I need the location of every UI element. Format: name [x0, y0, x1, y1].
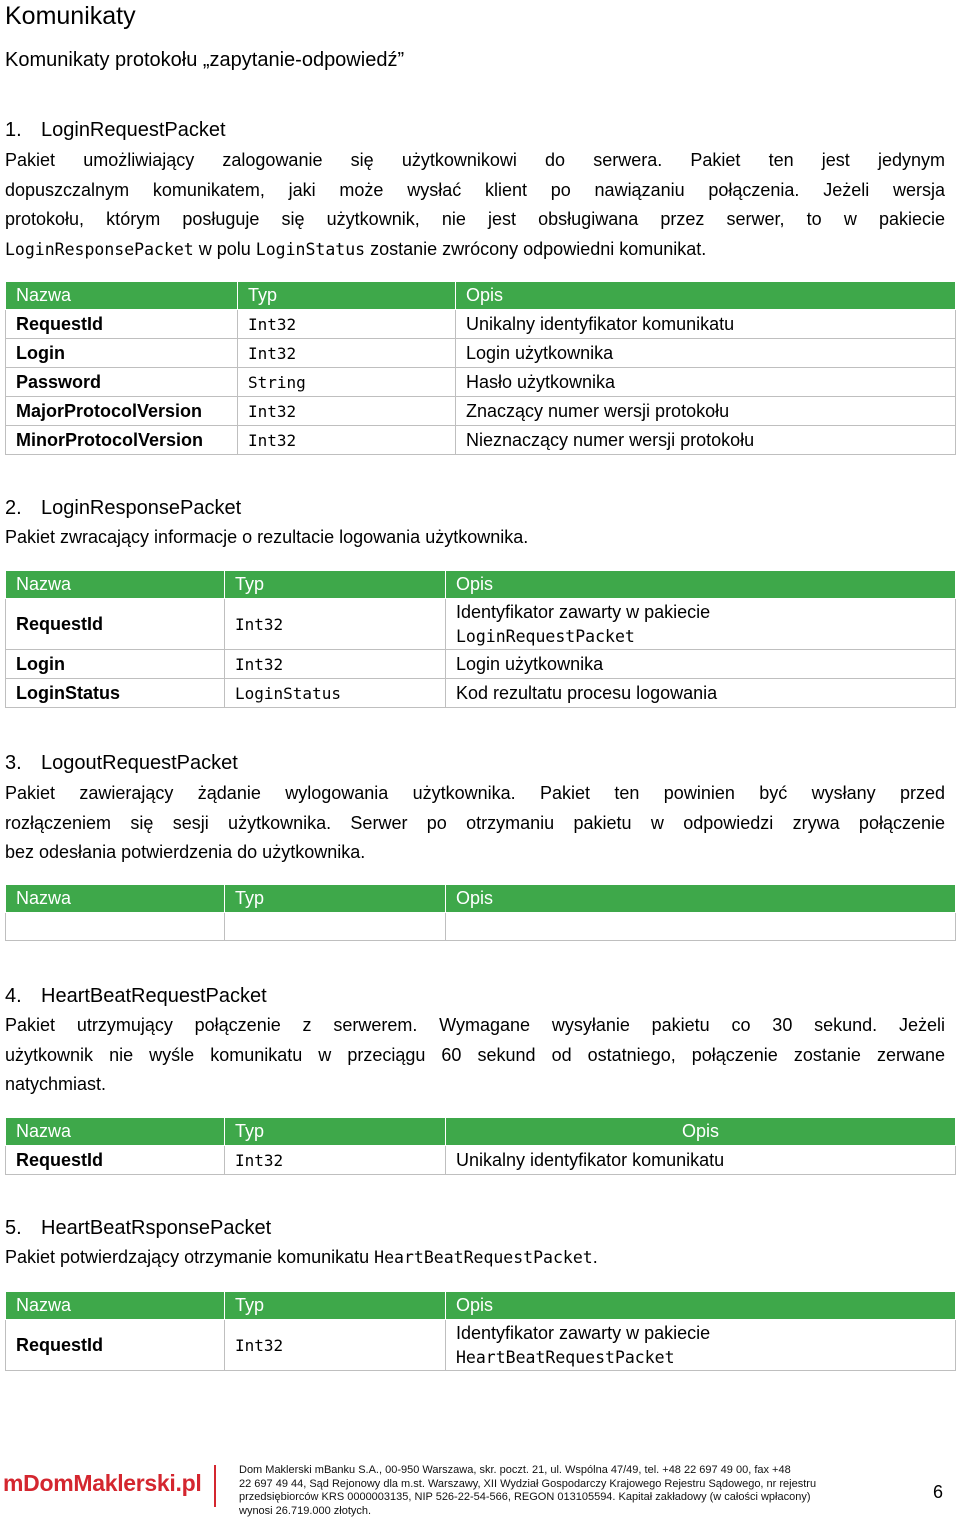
text-line: bez odesłania potwierdzenia do użytkownika.: [5, 842, 366, 862]
header-opis: Opis: [446, 885, 956, 913]
header-typ: Typ: [225, 571, 446, 599]
text-line: LoginResponsePacket w polu LoginStatus zostanie zwrócony odpowiedni komunikat.: [5, 238, 707, 259]
document-subtitle: Komunikaty protokołu „zapytanie-odpowiedź”: [5, 49, 405, 71]
text-line: rozłączeniem się sesji użytkownika. Serwer po otrzymaniu pakietu w odpowiedzi zrywa połączenie: [5, 812, 945, 833]
text-line: Pakiet utrzymujący połączenie z serwerem. Wymagane wysyłanie pakietu co 30 sekund. Jeżeli: [5, 1015, 945, 1035]
table-header-row: [6, 1292, 956, 1320]
code-text: HeartBeatRequestPacket: [456, 1347, 675, 1367]
text-line: Pakiet zawierający żądanie wylogowania użytkownika. Pakiet ten powinien być wysłany przed: [5, 783, 945, 803]
header-opis: Opis: [456, 282, 956, 310]
section-name: LoginResponsePacket: [41, 497, 242, 519]
section-number: 5.: [5, 1217, 22, 1239]
table-row: Login Int32 Login użytkownika: [6, 339, 956, 368]
text-line: użytkownik nie wyśle komunikatu w przeciągu 60 sekund od ostatniego, połączenie zostanie zerwane: [5, 1044, 945, 1065]
header-opis: Opis: [446, 571, 956, 599]
table-row: RequestId Int32 Identyfikator zawarty w pakiecie LoginRequestPacket: [6, 599, 956, 650]
section-number: 1.: [5, 119, 22, 141]
table-header-row: [6, 1118, 956, 1146]
footer-line: wynosi 26.719.000 złotych.: [239, 1504, 372, 1517]
table-header-row: [6, 282, 956, 310]
section-number: 2.: [5, 497, 22, 519]
fields-table: [5, 281, 956, 455]
section-number: 3.: [5, 752, 22, 774]
code-text: LoginResponsePacket: [5, 239, 194, 259]
document-title: Komunikaty: [5, 2, 136, 30]
section-heading: [5, 749, 238, 777]
footer-company-info: [239, 1464, 816, 1518]
table-row: Password String Hasło użytkownika: [6, 368, 956, 397]
code-text: LoginRequestPacket: [456, 626, 635, 646]
section-heading: [5, 982, 267, 1010]
table-row: MinorProtocolVersion Int32 Nieznaczący numer wersji protokołu: [6, 426, 956, 455]
header-nazwa: Nazwa: [6, 1118, 225, 1146]
text-line: Pakiet umożliwiający zalogowanie się użytkownikowi do serwera. Pakiet ten jest jedynym: [5, 150, 945, 170]
section-name: HeartBeatRequestPacket: [41, 985, 267, 1007]
page-number: 6: [933, 1482, 944, 1502]
header-typ: Typ: [238, 282, 456, 310]
table-row: MajorProtocolVersion Int32 Znaczący numer wersji protokołu: [6, 397, 956, 426]
section-description: [5, 146, 945, 264]
section-name: LogoutRequestPacket: [41, 752, 238, 774]
fields-table: [5, 884, 956, 941]
section-description: [5, 1011, 945, 1100]
table-row: RequestId Int32 Identyfikator zawarty w pakiecie HeartBeatRequestPacket: [6, 1320, 956, 1371]
table-row-empty: [6, 913, 956, 941]
section-heading: [5, 494, 241, 522]
header-nazwa: Nazwa: [6, 885, 225, 913]
section-description: Pakiet zwracający informacje o rezultacie logowania użytkownika.: [5, 527, 529, 547]
fields-table: [5, 1291, 956, 1371]
header-typ: Typ: [225, 1118, 446, 1146]
text-line: natychmiast.: [5, 1074, 107, 1094]
table-row: Login Int32 Login użytkownika: [6, 650, 956, 679]
footer-logo: mDomMaklerski.pl: [3, 1470, 202, 1496]
header-nazwa: Nazwa: [6, 571, 225, 599]
header-typ: Typ: [225, 885, 446, 913]
header-nazwa: Nazwa: [6, 1292, 225, 1320]
fields-table: [5, 1117, 956, 1175]
section-description: Pakiet potwierdzający otrzymanie komunikatu HeartBeatRequestPacket.: [5, 1247, 598, 1267]
header-nazwa: Nazwa: [6, 282, 238, 310]
section-number: 4.: [5, 985, 22, 1007]
fields-table: [5, 570, 956, 708]
table-header-row: [6, 885, 956, 913]
code-text: LoginStatus: [255, 239, 366, 259]
section-description: [5, 779, 945, 868]
section-heading: [5, 1214, 271, 1242]
header-opis: Opis: [446, 1118, 956, 1146]
text-line: dopuszczalnym komunikatem, jaki może wysłać klient po nawiązaniu połączenia. Jeżeli wersja: [5, 179, 945, 200]
section-name: LoginRequestPacket: [41, 119, 226, 141]
header-opis: Opis: [446, 1292, 956, 1320]
section-name: HeartBeatRsponsePacket: [41, 1217, 272, 1239]
table-row: RequestId Int32 Unikalny identyfikator komunikatu: [6, 1146, 956, 1175]
table-row: LoginStatus LoginStatus Kod rezultatu procesu logowania: [6, 679, 956, 708]
section-heading: [5, 116, 226, 144]
text-line: protokołu, którym posługuje się użytkownik, nie jest obsługiwana przez serwer, to w pakiecie: [5, 209, 945, 229]
footer-line: 22 697 49 44, Sąd Rejonowy dla m.st. Warszawy, XII Wydział Gospodarczy Krajowego Rejestru Sądowego, nr rejestru: [239, 1477, 817, 1490]
table-header-row: [6, 571, 956, 599]
footer-line: przedsiębiorców KRS 0000003135, NIP 526-22-54-566, REGON 013105594. Kapitał zakładowy (w całości wpłacony): [239, 1491, 811, 1503]
footer-divider: [214, 1465, 216, 1507]
footer-line: Dom Maklerski mBanku S.A., 00-950 Warszawa, skr. poczt. 21, ul. Wspólna 47/49, tel. +48 22 697 49 00, fax +48: [239, 1464, 791, 1476]
code-text: HeartBeatRequestPacket: [374, 1248, 593, 1267]
header-typ: Typ: [225, 1292, 446, 1320]
table-row: RequestId Int32 Unikalny identyfikator komunikatu: [6, 310, 956, 339]
